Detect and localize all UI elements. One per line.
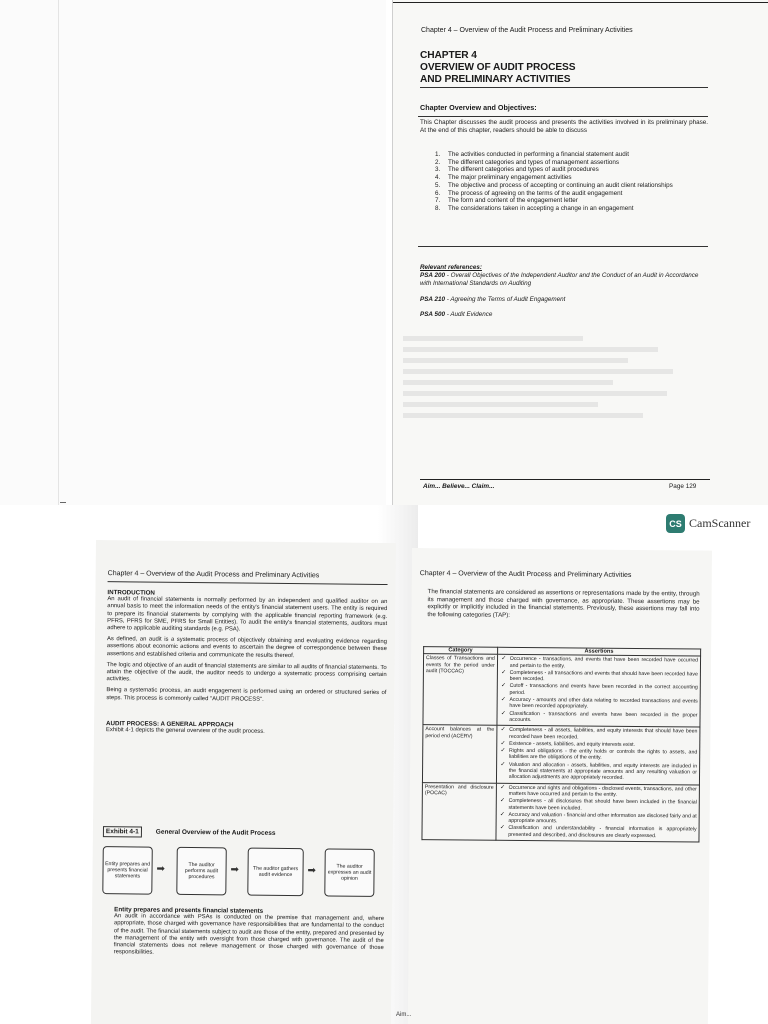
checkmark-icon: ✓ [500, 784, 506, 791]
checkmark-icon: ✓ [500, 740, 506, 747]
objective-item: 7. The form and content of the engagement letter [435, 197, 578, 205]
assertion-item: ✓ Valuation and allocation - assets, liabilities, and equity interests are included in the financial statements at appropriate amounts and any resulting valuation or allocation adjustments are appropriately recorded. [497, 761, 697, 782]
assertion-item: ✓ Occurrence - transactions, and events that have been recorded have occurred and pertain to the entity. [498, 656, 698, 670]
checkmark-icon: ✓ [500, 798, 506, 805]
assertion-item: ✓ Classification - transactions and events have been recorded in the proper accounts. [497, 710, 697, 724]
exhibit-tag: Exhibit 4-1 [103, 826, 142, 837]
objective-item: 4. The major preliminary engagement activities [435, 174, 572, 182]
introduction [106, 589, 388, 741]
chapter-intro: This Chapter discusses the audit process and presents the activities involved in its preliminary phase. At the end of this chapter, readers should be able to discuss [420, 119, 708, 134]
references-title: Relevant references: [420, 264, 482, 271]
arrow-right-icon: ➡ [230, 864, 240, 876]
assertions-intro: The financial statements are considered as assertions or representations made by the entity, through its management and those charged with governance, as appropriate. These assertions may be explicitly or implicitly included in the financial statements. Previously, these assertions may fall into the following categories (TAP): [427, 588, 700, 619]
assertion-item: ✓ Classification and understandability - financial information is appropriately presented and described, and disclosures are clearly expressed. [496, 825, 696, 839]
bleed-through [403, 330, 703, 470]
scan-mark [60, 502, 66, 503]
divider [418, 246, 708, 247]
page-edge [58, 0, 59, 505]
checkmark-icon: ✓ [500, 727, 506, 734]
paragraph: Exhibit 4-1 depicts the general overview of the audit process. [105, 727, 265, 735]
paragraph: An audit of financial statements is normally performed by an independent and qualified auditor on an annual basis to meet the information needs of the entity's financial statement users. The entity is required to prepare its financial statements by complying with the applicable financial reporting framework (e.g. PFRS, PFRS for SME, PFRS for Small Entities). To audit the entity's financial statements, auditors must adhere to applicable auditing standards (e.g. PSA). [107, 596, 388, 633]
paragraph: Being a systematic process, an audit engagement is performed using an ordered or structured series of steps. This process is commonly called "AUDIT PROCESS". [106, 687, 387, 703]
running-header: Chapter 4 – Overview of the Audit Process and Preliminary Activities [419, 570, 632, 579]
checkmark-icon: ✓ [501, 656, 507, 663]
paragraph: The logic and objective of an audit of financial statements are similar to all audits of financial statements. To attain the objective of the audit, the auditor needs to undergo a systematic process comprising certain activities. [106, 661, 387, 683]
assertion-item: ✓ Accuracy and valuation - financial and other information are disclosed fairly and at appropriate amounts. [496, 812, 696, 826]
checkmark-icon: ✓ [500, 761, 506, 768]
page-right-bottom [408, 548, 712, 1024]
flow-step: The auditor expresses an audit opinion [324, 848, 374, 897]
category-cell: Presentation and disclosure (POCAC) [422, 782, 496, 840]
camscanner-watermark [666, 514, 750, 533]
divider [420, 87, 708, 88]
divider [418, 116, 708, 117]
assertions-table [421, 646, 701, 842]
next-page-edge: Aim... [396, 1012, 412, 1018]
flow-step: Entity prepares and presents financial statements [102, 846, 152, 895]
objective-item: 8. The considerations taken in accepting a change in an engagement [435, 204, 634, 212]
category-cell: Classes of Transactions and events for the period under audit (TOCCAC) [423, 654, 497, 726]
assertion-item: ✓ Rights and obligations - the entity holds or controls the rights to assets, and liabilities are the obligations of the entity. [497, 748, 697, 762]
assertions-cell [496, 726, 700, 785]
paragraph: An audit in accordance with PSAs is conducted on the premise that management and, where appropriate, those charged with governance have responsibilities that are fundamental to the conduct of the audit. The financial statements subject to audit are those of the entity, prepared and presented by the management of the entity with oversight from those charged with governance. The audit of the financial statements does not relieve management or those charged with governance of those responsibilities. [113, 913, 385, 956]
assertion-item: ✓ Completeness - all disclosures that should have been included in the financial statements have been included. [496, 798, 696, 812]
page-top-line [393, 2, 768, 3]
flow-step: The auditor performs audit procedures [176, 847, 226, 896]
objective-item: 6. The process of agreeing on the terms of the audit engagement [435, 189, 623, 197]
footer-rule [420, 479, 710, 480]
reference-item: PSA 210 - Agreeing the Terms of Audit Engagement [420, 295, 566, 303]
objectives-list [435, 151, 707, 213]
section-title: INTRODUCTION [107, 589, 155, 597]
page-129 [392, 0, 768, 505]
camscanner-text: CamScanner [689, 516, 751, 530]
references [420, 264, 708, 319]
assertion-item: ✓ Existence - assets, liabilities, and equity interests exist. [497, 741, 697, 749]
assertions-cell [496, 783, 700, 842]
assertion-item: ✓ Cutoff - transactions and events have been recorded in the correct accounting period. [497, 683, 697, 697]
chapter-title: CHAPTER 4 OVERVIEW OF AUDIT PROCESS AND PRELIMINARY ACTIVITIES [420, 50, 576, 85]
exhibit-title: General Overview of the Audit Process [155, 828, 276, 837]
column-header: Category [424, 647, 498, 655]
checkmark-icon: ✓ [501, 669, 507, 676]
checkmark-icon: ✓ [501, 683, 507, 690]
divider [108, 581, 388, 585]
table-row [422, 725, 699, 785]
assertion-item: ✓ Completeness - all transactions and events that should have been recorded have been recorded. [498, 670, 698, 684]
assertion-item: ✓ Occurrence and rights and obligations - disclosed events, transactions, and other matters have occurred and pertain to the entity. [497, 784, 697, 798]
paragraph: As defined, an audit is a systematic process of objectively obtaining and evaluating evidence regarding assertions about economic actions and events to ascertain the degree of correspondence between these assertions and established criteria and communicate the results thereof. [106, 636, 387, 659]
column-header: Assertions [497, 647, 700, 656]
checkmark-icon: ✓ [499, 825, 505, 832]
category-cell: Account balances at the period end (ACERV) [422, 725, 496, 783]
checkmark-icon: ✓ [500, 747, 506, 754]
assertion-item: ✓ Accuracy - amounts and other data relating to recorded transactions and events have been recorded appropriately. [497, 697, 697, 711]
section-title: Chapter Overview and Objectives: [420, 103, 537, 112]
page-number: Page 129 [669, 483, 697, 490]
assertions-cell [497, 655, 701, 728]
subsection-title: Entity prepares and presents financial statements [114, 906, 264, 915]
assertion-item: ✓ Completeness - all assets, liabilities, and equity interests that should have been recorded have been recorded. [497, 727, 697, 741]
flow-step: The auditor gathers audit evidence [247, 848, 303, 897]
arrow-right-icon: ➡ [156, 863, 166, 875]
exhibit-caption [103, 828, 276, 837]
camscanner-logo-icon: CS [666, 514, 685, 533]
footer-motto: Aim... Believe... Claim... [423, 483, 495, 490]
blank-scan-area [0, 0, 386, 505]
checkmark-icon: ✓ [499, 811, 505, 818]
arrow-right-icon: ➡ [307, 865, 316, 877]
objective-item: 5. The objective and process of accepting or continuing an audit client relationships [435, 181, 673, 189]
checkmark-icon: ✓ [500, 696, 507, 703]
reference-item: PSA 500 - Audit Evidence [420, 310, 493, 318]
objective-item: 1. The activities conducted in performing a financial statement audit [435, 151, 629, 158]
audit-process-flow [102, 846, 385, 899]
objective-item: 2. The different categories and types of management assertions [435, 158, 620, 166]
table-row [422, 782, 699, 842]
objective-item: 3. The different categories and types of audit procedures [435, 166, 599, 174]
table-row [423, 654, 701, 727]
checkmark-icon: ✓ [500, 710, 506, 717]
subsection [114, 906, 385, 959]
page-left-bottom [91, 540, 396, 1024]
running-header: Chapter 4 – Overview of the Audit Process and Preliminary Activities [107, 570, 320, 580]
reference-item: PSA 200 - Overall Objectives of the Independent Auditor and the Conduct of an Audit in Accordance with International Standards on Auditing [420, 272, 699, 288]
section-title: AUDIT PROCESS: A GENERAL APPROACH [106, 719, 234, 729]
running-header: Chapter 4 – Overview of the Audit Process and Preliminary Activities [421, 27, 633, 34]
